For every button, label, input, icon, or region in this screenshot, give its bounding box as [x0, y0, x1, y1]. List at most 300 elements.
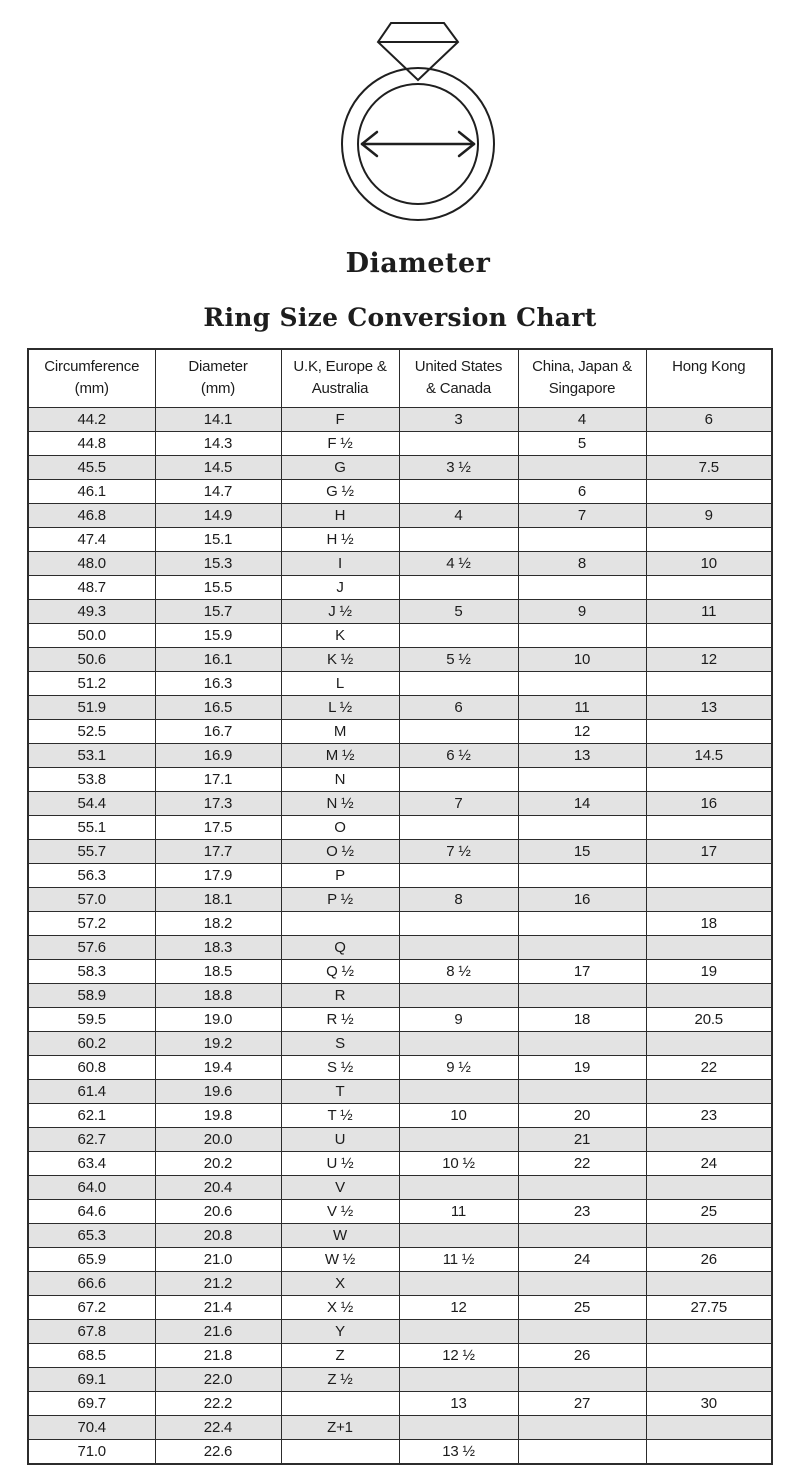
- table-cell: [518, 768, 646, 792]
- column-header: Circumference (mm): [28, 349, 155, 408]
- table-row: [28, 480, 772, 504]
- table-cell: 22: [518, 1152, 646, 1176]
- table-cell: 18.1: [155, 888, 281, 912]
- table-cell: [399, 1416, 518, 1440]
- table-row: [28, 1176, 772, 1200]
- table-row: [28, 888, 772, 912]
- table-cell: 61.4: [28, 1080, 155, 1104]
- table-cell: 8 ½: [399, 960, 518, 984]
- table-row: [28, 1152, 772, 1176]
- table-cell: 9: [646, 504, 772, 528]
- table-cell: [399, 720, 518, 744]
- table-cell: 20.6: [155, 1200, 281, 1224]
- column-header: U.K, Europe & Australia: [281, 349, 399, 408]
- table-cell: 22: [646, 1056, 772, 1080]
- table-cell: 21.6: [155, 1320, 281, 1344]
- table-cell: 3: [399, 408, 518, 432]
- table-cell: [646, 1320, 772, 1344]
- table-cell: Z ½: [281, 1368, 399, 1392]
- table-cell: 19: [518, 1056, 646, 1080]
- table-cell: U ½: [281, 1152, 399, 1176]
- table-cell: 13: [518, 744, 646, 768]
- table-cell: [646, 816, 772, 840]
- table-cell: 60.8: [28, 1056, 155, 1080]
- table-cell: [646, 1368, 772, 1392]
- table-cell: 53.8: [28, 768, 155, 792]
- table-cell: [646, 936, 772, 960]
- table-cell: [646, 432, 772, 456]
- table-cell: [399, 1368, 518, 1392]
- table-row: [28, 1416, 772, 1440]
- table-cell: [646, 1224, 772, 1248]
- table-row: [28, 528, 772, 552]
- table-cell: H: [281, 504, 399, 528]
- table-cell: [646, 576, 772, 600]
- table-row: [28, 720, 772, 744]
- table-cell: 22.6: [155, 1440, 281, 1465]
- table-cell: [518, 1440, 646, 1465]
- table-cell: 64.0: [28, 1176, 155, 1200]
- table-cell: K ½: [281, 648, 399, 672]
- table-row: [28, 1080, 772, 1104]
- table-cell: 8: [518, 552, 646, 576]
- table-cell: 25: [646, 1200, 772, 1224]
- table-cell: 55.1: [28, 816, 155, 840]
- table-cell: [399, 984, 518, 1008]
- table-cell: [281, 1392, 399, 1416]
- table-cell: Z+1: [281, 1416, 399, 1440]
- table-cell: 15.5: [155, 576, 281, 600]
- table-cell: 69.1: [28, 1368, 155, 1392]
- table-cell: R: [281, 984, 399, 1008]
- table-cell: 11: [646, 600, 772, 624]
- table-cell: 22.0: [155, 1368, 281, 1392]
- table-cell: 57.2: [28, 912, 155, 936]
- table-cell: 23: [518, 1200, 646, 1224]
- table-cell: [518, 1224, 646, 1248]
- table-cell: 60.2: [28, 1032, 155, 1056]
- table-cell: [646, 1416, 772, 1440]
- table-cell: 47.4: [28, 528, 155, 552]
- table-cell: R ½: [281, 1008, 399, 1032]
- table-cell: I: [281, 552, 399, 576]
- table-row: [28, 768, 772, 792]
- table-cell: N ½: [281, 792, 399, 816]
- table-cell: M ½: [281, 744, 399, 768]
- table-cell: 13: [399, 1392, 518, 1416]
- table-cell: 12: [646, 648, 772, 672]
- table-cell: 21.2: [155, 1272, 281, 1296]
- table-cell: 4: [399, 504, 518, 528]
- table-cell: [518, 672, 646, 696]
- table-cell: [518, 1176, 646, 1200]
- table-cell: 56.3: [28, 864, 155, 888]
- table-row: [28, 1128, 772, 1152]
- table-cell: 16.9: [155, 744, 281, 768]
- table-cell: 62.1: [28, 1104, 155, 1128]
- table-cell: L ½: [281, 696, 399, 720]
- table-row: [28, 600, 772, 624]
- table-cell: 21: [518, 1128, 646, 1152]
- table-cell: 27: [518, 1392, 646, 1416]
- table-cell: 14.3: [155, 432, 281, 456]
- table-cell: [518, 1320, 646, 1344]
- table-cell: [646, 1128, 772, 1152]
- table-cell: 14.5: [646, 744, 772, 768]
- table-cell: [518, 984, 646, 1008]
- table-cell: [646, 864, 772, 888]
- table-cell: 16: [518, 888, 646, 912]
- table-cell: 18: [518, 1008, 646, 1032]
- table-cell: [646, 480, 772, 504]
- table-cell: 46.8: [28, 504, 155, 528]
- table-cell: 7: [518, 504, 646, 528]
- table-cell: 50.6: [28, 648, 155, 672]
- table-cell: 57.0: [28, 888, 155, 912]
- table-cell: [646, 1080, 772, 1104]
- table-cell: 68.5: [28, 1344, 155, 1368]
- table-cell: W: [281, 1224, 399, 1248]
- table-cell: 13: [646, 696, 772, 720]
- table-cell: 15.3: [155, 552, 281, 576]
- table-cell: [399, 1320, 518, 1344]
- table-cell: H ½: [281, 528, 399, 552]
- table-cell: 18.3: [155, 936, 281, 960]
- table-row: [28, 696, 772, 720]
- table-row: [28, 648, 772, 672]
- table-cell: X ½: [281, 1296, 399, 1320]
- table-cell: 69.7: [28, 1392, 155, 1416]
- table-cell: 51.2: [28, 672, 155, 696]
- table-cell: [518, 1032, 646, 1056]
- table-cell: [646, 1272, 772, 1296]
- table-cell: Q ½: [281, 960, 399, 984]
- table-row: [28, 984, 772, 1008]
- table-cell: 17.5: [155, 816, 281, 840]
- table-cell: 16.3: [155, 672, 281, 696]
- table-cell: [399, 672, 518, 696]
- table-row: [28, 1200, 772, 1224]
- table-cell: 51.9: [28, 696, 155, 720]
- table-cell: 11 ½: [399, 1248, 518, 1272]
- table-cell: [646, 984, 772, 1008]
- table-cell: U: [281, 1128, 399, 1152]
- table-cell: [399, 1080, 518, 1104]
- table-cell: 26: [646, 1248, 772, 1272]
- table-cell: 17: [518, 960, 646, 984]
- table-header: [28, 349, 772, 408]
- table-cell: 62.7: [28, 1128, 155, 1152]
- table-row: [28, 552, 772, 576]
- table-cell: 17.1: [155, 768, 281, 792]
- table-cell: 20.5: [646, 1008, 772, 1032]
- table-row: [28, 576, 772, 600]
- table-cell: 8: [399, 888, 518, 912]
- table-cell: 13 ½: [399, 1440, 518, 1465]
- table-row: [28, 816, 772, 840]
- table-cell: 3 ½: [399, 456, 518, 480]
- table-cell: 14.9: [155, 504, 281, 528]
- table-cell: 5 ½: [399, 648, 518, 672]
- column-header: United States & Canada: [399, 349, 518, 408]
- table-cell: 58.3: [28, 960, 155, 984]
- table-cell: L: [281, 672, 399, 696]
- table-cell: 17: [646, 840, 772, 864]
- table-cell: 45.5: [28, 456, 155, 480]
- table-cell: 46.1: [28, 480, 155, 504]
- table-cell: 11: [399, 1200, 518, 1224]
- table-cell: 26: [518, 1344, 646, 1368]
- table-cell: 71.0: [28, 1440, 155, 1465]
- table-cell: 52.5: [28, 720, 155, 744]
- table-cell: 18: [646, 912, 772, 936]
- table-row: [28, 1056, 772, 1080]
- table-row: [28, 744, 772, 768]
- table-cell: 17.3: [155, 792, 281, 816]
- ring-diamond-diameter-icon: [333, 8, 503, 224]
- table-cell: [399, 480, 518, 504]
- table-cell: [399, 528, 518, 552]
- table-cell: 7: [399, 792, 518, 816]
- table-cell: 14.1: [155, 408, 281, 432]
- table-cell: S ½: [281, 1056, 399, 1080]
- table-cell: 14.5: [155, 456, 281, 480]
- table-cell: [646, 1032, 772, 1056]
- table-cell: [646, 1440, 772, 1465]
- table-cell: 30: [646, 1392, 772, 1416]
- header-row: [28, 349, 772, 408]
- table-cell: 6 ½: [399, 744, 518, 768]
- table-cell: 18.2: [155, 912, 281, 936]
- table-cell: [399, 864, 518, 888]
- table-cell: 63.4: [28, 1152, 155, 1176]
- table-cell: [646, 1176, 772, 1200]
- table-cell: 10: [646, 552, 772, 576]
- table-cell: [399, 768, 518, 792]
- table-cell: G: [281, 456, 399, 480]
- table-cell: 67.8: [28, 1320, 155, 1344]
- table-cell: [518, 816, 646, 840]
- table-row: [28, 960, 772, 984]
- table-cell: 55.7: [28, 840, 155, 864]
- table-row: [28, 456, 772, 480]
- table-cell: 19.8: [155, 1104, 281, 1128]
- table-row: [28, 1368, 772, 1392]
- table-cell: [399, 1272, 518, 1296]
- table-cell: 20.0: [155, 1128, 281, 1152]
- table-row: [28, 504, 772, 528]
- table-cell: 65.3: [28, 1224, 155, 1248]
- ring-size-conversion-table: [27, 348, 773, 1465]
- table-cell: 66.6: [28, 1272, 155, 1296]
- table-cell: 14.7: [155, 480, 281, 504]
- table-row: [28, 624, 772, 648]
- table-row: [28, 912, 772, 936]
- table-cell: 21.8: [155, 1344, 281, 1368]
- table-cell: 19.4: [155, 1056, 281, 1080]
- table-cell: 5: [518, 432, 646, 456]
- table-cell: 24: [518, 1248, 646, 1272]
- table-cell: 9: [399, 1008, 518, 1032]
- table-cell: [399, 912, 518, 936]
- table-row: [28, 864, 772, 888]
- table-cell: N: [281, 768, 399, 792]
- table-cell: F: [281, 408, 399, 432]
- column-header: China, Japan & Singapore: [518, 349, 646, 408]
- table-cell: [399, 1224, 518, 1248]
- table-cell: M: [281, 720, 399, 744]
- table-row: [28, 1104, 772, 1128]
- table-cell: 22.2: [155, 1392, 281, 1416]
- table-cell: V ½: [281, 1200, 399, 1224]
- table-cell: [399, 576, 518, 600]
- table-row: [28, 1392, 772, 1416]
- diameter-label: Diameter: [345, 248, 491, 279]
- table-cell: [646, 888, 772, 912]
- table-cell: 10: [518, 648, 646, 672]
- table-row: [28, 1344, 772, 1368]
- table-cell: 16: [646, 792, 772, 816]
- table-cell: 49.3: [28, 600, 155, 624]
- table-cell: 18.8: [155, 984, 281, 1008]
- table-cell: 18.5: [155, 960, 281, 984]
- table-cell: 4: [518, 408, 646, 432]
- table-cell: [518, 912, 646, 936]
- table-cell: 12: [399, 1296, 518, 1320]
- table-cell: 48.0: [28, 552, 155, 576]
- table-cell: 4 ½: [399, 552, 518, 576]
- column-header: Diameter (mm): [155, 349, 281, 408]
- table-cell: [518, 1272, 646, 1296]
- table-cell: 58.9: [28, 984, 155, 1008]
- table-cell: 20: [518, 1104, 646, 1128]
- table-row: [28, 1224, 772, 1248]
- table-cell: O ½: [281, 840, 399, 864]
- table-cell: 15.9: [155, 624, 281, 648]
- table-cell: S: [281, 1032, 399, 1056]
- table-row: [28, 1248, 772, 1272]
- table-cell: [518, 1368, 646, 1392]
- table-cell: 19.6: [155, 1080, 281, 1104]
- table-row: [28, 1440, 772, 1465]
- table-cell: 17.9: [155, 864, 281, 888]
- table-cell: [518, 528, 646, 552]
- table-cell: G ½: [281, 480, 399, 504]
- table-cell: 53.1: [28, 744, 155, 768]
- table-cell: 67.2: [28, 1296, 155, 1320]
- table-cell: [518, 1080, 646, 1104]
- table-cell: 16.1: [155, 648, 281, 672]
- table-cell: 54.4: [28, 792, 155, 816]
- table-cell: [281, 1440, 399, 1465]
- table-cell: [518, 1416, 646, 1440]
- table-cell: 70.4: [28, 1416, 155, 1440]
- table-cell: [281, 912, 399, 936]
- table-cell: 24: [646, 1152, 772, 1176]
- table-row: [28, 1272, 772, 1296]
- table-cell: P: [281, 864, 399, 888]
- table-row: [28, 1320, 772, 1344]
- table-cell: 6: [646, 408, 772, 432]
- table-cell: 44.2: [28, 408, 155, 432]
- table-cell: X: [281, 1272, 399, 1296]
- table-cell: 59.5: [28, 1008, 155, 1032]
- table-cell: K: [281, 624, 399, 648]
- table-cell: T ½: [281, 1104, 399, 1128]
- table-cell: P ½: [281, 888, 399, 912]
- table-cell: F ½: [281, 432, 399, 456]
- table-row: [28, 1032, 772, 1056]
- table-cell: 19.2: [155, 1032, 281, 1056]
- table-cell: 20.2: [155, 1152, 281, 1176]
- table-cell: 7 ½: [399, 840, 518, 864]
- table-body: [28, 408, 772, 1465]
- table-cell: [518, 624, 646, 648]
- table-cell: [646, 528, 772, 552]
- table-cell: 19: [646, 960, 772, 984]
- table-cell: 10: [399, 1104, 518, 1128]
- table-cell: 11: [518, 696, 646, 720]
- table-cell: [399, 624, 518, 648]
- table-cell: [646, 1344, 772, 1368]
- table-row: [28, 792, 772, 816]
- table-cell: J ½: [281, 600, 399, 624]
- table-cell: 21.4: [155, 1296, 281, 1320]
- table-cell: Z: [281, 1344, 399, 1368]
- table-cell: [399, 1032, 518, 1056]
- table-cell: 65.9: [28, 1248, 155, 1272]
- table-cell: [399, 816, 518, 840]
- table-cell: 12: [518, 720, 646, 744]
- table-row: [28, 1008, 772, 1032]
- table-cell: 23: [646, 1104, 772, 1128]
- table-cell: 15: [518, 840, 646, 864]
- column-header: Hong Kong: [646, 349, 772, 408]
- table-cell: O: [281, 816, 399, 840]
- table-cell: J: [281, 576, 399, 600]
- table-cell: [399, 936, 518, 960]
- table-cell: 6: [399, 696, 518, 720]
- table-cell: 5: [399, 600, 518, 624]
- table-row: [28, 840, 772, 864]
- table-cell: Y: [281, 1320, 399, 1344]
- table-cell: 27.75: [646, 1296, 772, 1320]
- table-cell: 21.0: [155, 1248, 281, 1272]
- table-row: [28, 936, 772, 960]
- table-cell: 25: [518, 1296, 646, 1320]
- table-cell: 48.7: [28, 576, 155, 600]
- table-cell: 14: [518, 792, 646, 816]
- table-cell: [518, 576, 646, 600]
- table-cell: 15.7: [155, 600, 281, 624]
- table-cell: 6: [518, 480, 646, 504]
- table-cell: 50.0: [28, 624, 155, 648]
- table-cell: [399, 432, 518, 456]
- table-cell: V: [281, 1176, 399, 1200]
- diameter-arrow: [362, 132, 474, 156]
- table-row: [28, 432, 772, 456]
- table-cell: [646, 624, 772, 648]
- table-cell: 16.7: [155, 720, 281, 744]
- table-cell: [399, 1128, 518, 1152]
- table-cell: 10 ½: [399, 1152, 518, 1176]
- table-cell: 20.4: [155, 1176, 281, 1200]
- table-row: [28, 408, 772, 432]
- table-cell: [399, 1176, 518, 1200]
- table-cell: [518, 456, 646, 480]
- table-cell: 17.7: [155, 840, 281, 864]
- table-cell: 57.6: [28, 936, 155, 960]
